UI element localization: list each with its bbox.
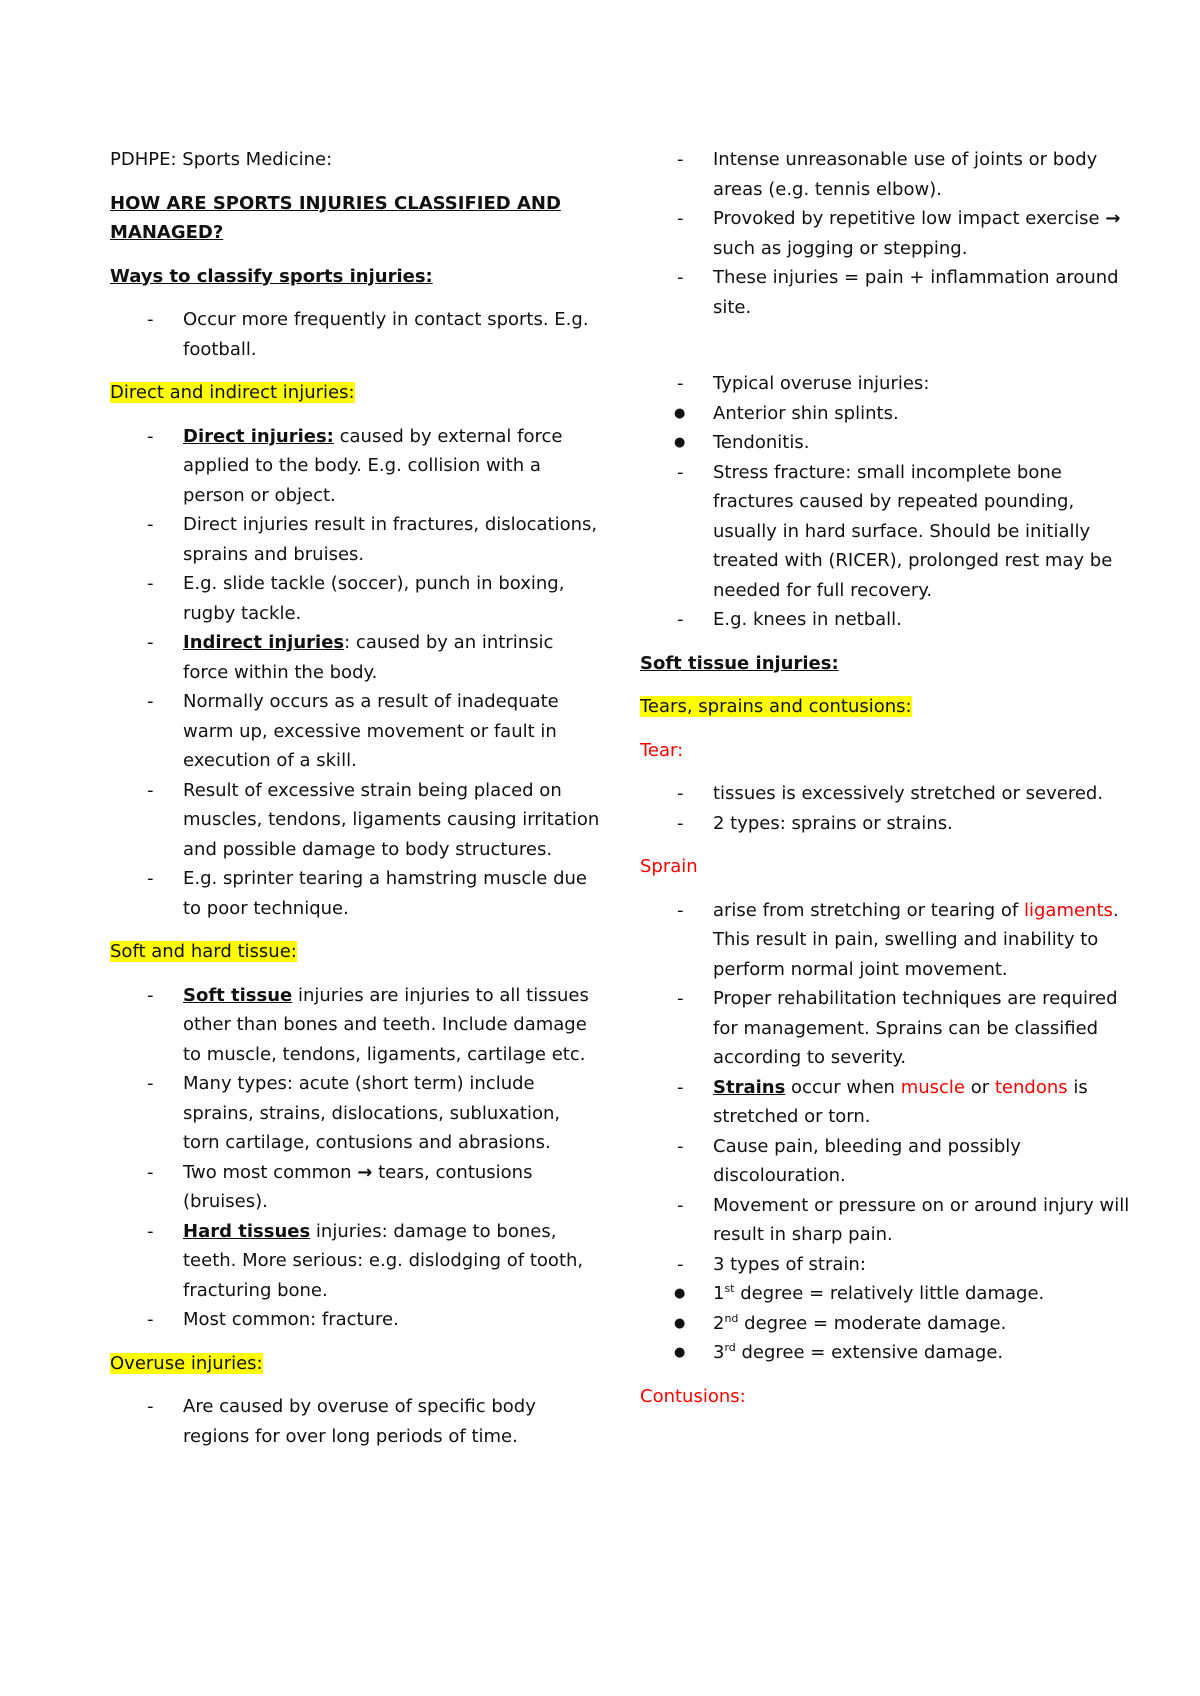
- list-item: - Typical overuse injuries: ● Anterior shin splints. ● Tendonitis.: [640, 369, 1130, 458]
- term: Hard tissues: [183, 1220, 311, 1242]
- list-item: - E.g. knees in netball.: [640, 605, 1130, 635]
- right-column: [640, 145, 1130, 1411]
- overuse-list: [110, 1392, 600, 1451]
- page-header: PDHPE: Sports Medicine:: [110, 149, 333, 170]
- soft-hard-heading: Soft and hard tissue:: [110, 941, 297, 962]
- list-item: - Soft tissue injuries are injuries to all tissues other than bones and teeth. Include damage to muscle, tendons, ligaments, cartilage etc.: [110, 981, 600, 1070]
- list-item: - Indirect injuries: caused by an intrinsic force within the body.: [110, 628, 600, 687]
- spacer: [640, 322, 1130, 369]
- classify-list: [110, 305, 600, 364]
- bullet-item: ● 3rd degree = extensive damage.: [640, 1338, 1130, 1368]
- list-item: - Strains occur when muscle or tendons is stretched or torn.: [640, 1073, 1130, 1132]
- list-item: - Many types: acute (short term) include sprains, strains, dislocations, subluxation, torn cartilage, contusions and abrasions.: [110, 1069, 600, 1158]
- list-item: - Occur more frequently in contact sports. E.g. football.: [110, 305, 600, 364]
- classify-heading: Ways to classify sports injuries:: [110, 265, 433, 287]
- list-item: - Two most common → tears, contusions (bruises).: [110, 1158, 600, 1217]
- list-item: - Are caused by overuse of specific body regions for over long periods of time.: [110, 1392, 600, 1451]
- list-item: - Movement or pressure on or around injury will result in sharp pain.: [640, 1191, 1130, 1250]
- overuse-heading: Overuse injuries:: [110, 1352, 263, 1374]
- term: Indirect injuries: [183, 632, 345, 653]
- direct-indirect-list: [110, 422, 600, 924]
- bullet-item: ● Anterior shin splints.: [640, 399, 1130, 429]
- list-item: - E.g. sprinter tearing a hamstring muscle due to poor technique.: [110, 864, 600, 923]
- bullet-item: ● Tendonitis.: [640, 428, 1130, 458]
- list-item: - Proper rehabilitation techniques are required for management. Sprains can be classified according to severity.: [640, 984, 1130, 1073]
- list-item: - Direct injuries: caused by external force applied to the body. E.g. collision with a person or object.: [110, 422, 600, 511]
- term: Direct injuries:: [183, 425, 334, 447]
- bullet-item: ● 1st degree = relatively little damage.: [640, 1279, 1130, 1309]
- tears-heading: Tears, sprains and contusions:: [640, 696, 912, 717]
- list-item: - 2 types: sprains or strains.: [640, 809, 1130, 839]
- direct-indirect-heading: Direct and indirect injuries:: [110, 382, 355, 403]
- overuse-continued-list: [640, 145, 1130, 322]
- sprain-list: [640, 896, 1130, 1368]
- list-item: - tissues is excessively stretched or severed.: [640, 779, 1130, 809]
- contusions-label: Contusions:: [640, 1385, 746, 1407]
- list-item: - Normally occurs as a result of inadequate warm up, excessive movement or fault in execution of a skill.: [110, 687, 600, 776]
- arrow-icon: →: [1105, 208, 1121, 229]
- list-item: - Provoked by repetitive low impact exercise → such as jogging or stepping.: [640, 204, 1130, 263]
- list-item: - Stress fracture: small incomplete bone fractures caused by repeated pounding, usually in hard surface. Should be initially treated with (RICER), prolonged rest may be needed for full recovery.: [640, 458, 1130, 606]
- main-title: HOW ARE SPORTS INJURIES CLASSIFIED AND MANAGED?: [110, 192, 561, 243]
- term: Strains: [713, 1076, 786, 1098]
- list-item: - 3 types of strain: ● 1st degree = relatively little damage. ● 2nd degree = moderate damage. ● 3rd degree = extensive damage.: [640, 1250, 1130, 1368]
- list-item: - Intense unreasonable use of joints or body areas (e.g. tennis elbow).: [640, 145, 1130, 204]
- term: Soft tissue: [183, 984, 293, 1006]
- list-item: - E.g. slide tackle (soccer), punch in boxing, rugby tackle.: [110, 569, 600, 628]
- tear-list: [640, 779, 1130, 838]
- typical-bullets: [713, 399, 1130, 458]
- list-item: - Most common: fracture.: [110, 1305, 600, 1335]
- soft-tissue-heading: Soft tissue injuries:: [640, 652, 839, 674]
- bullet-item: ● 2nd degree = moderate damage.: [640, 1309, 1130, 1339]
- arrow-icon: →: [357, 1161, 373, 1183]
- list-item: - Direct injuries result in fractures, dislocations, sprains and bruises.: [110, 510, 600, 569]
- typical-overuse-list: [640, 369, 1130, 635]
- list-item: - Hard tissues injuries: damage to bones, teeth. More serious: e.g. dislodging of tooth, fracturing bone.: [110, 1217, 600, 1306]
- sprain-label: Sprain: [640, 856, 698, 877]
- left-column: [110, 145, 600, 1465]
- list-item: - These injuries = pain + inflammation around site.: [640, 263, 1130, 322]
- tear-label: Tear:: [640, 739, 684, 761]
- list-item: - arise from stretching or tearing of ligaments. This result in pain, swelling and inability to perform normal joint movement.: [640, 896, 1130, 985]
- list-item: - Result of excessive strain being placed on muscles, tendons, ligaments causing irritation and possible damage to body structures.: [110, 776, 600, 865]
- soft-hard-list: [110, 981, 600, 1335]
- degree-bullets: [713, 1279, 1130, 1368]
- list-item: - Cause pain, bleeding and possibly discolouration.: [640, 1132, 1130, 1191]
